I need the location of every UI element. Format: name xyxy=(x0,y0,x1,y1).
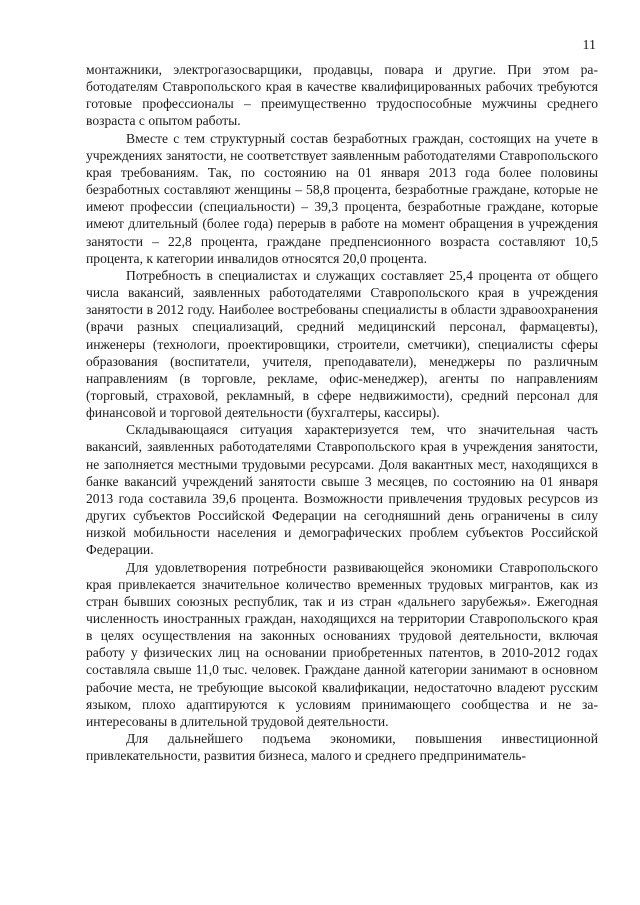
page-number: 11 xyxy=(582,38,596,53)
document-body xyxy=(86,61,598,764)
paragraph-unemployed-structure: Вместе с тем структурный состав безработных граждан, состоящих на учете в учреждениях занятости, не соответствует заявленным работодателями Ставропольского края требованиям. Так, по состоянию на 01 января 2013 года более половины безработных составляют женщины – 58,8 процента, безработные граждане, которые не имеют профессии (специальности) – 39,3 процента, безработные граждане, которые имеют длительный (более года) перерыв в работе на момент обращения в учреждения занятости – 22,8 процента, граждане предпенсионного возраста составляют 10,5 процента, к категории инвалидов относятся 20,0 процента. xyxy=(86,130,598,266)
paragraph-specialists-demand: Потребность в специалистах и служащих составляет 25,4 процента от общего числа вакансий, заявленных работодателями Ставропольского края в учреждения занятости в 2012 году. Наиболее востребованы специалисты в области здравоохранения (врачи разных специализаций, средний медицинский персонал, фармацевты), инженеры (технологи, проектировщики, строители, сметчики), специалисты сферы образования (воспитатели, учителя, преподаватели), менеджеры по различным направлениям (в торговле, рекламе, офис-менеджер), агенты по направлениям (торговый, страховой, рекламный, в сфере недвижимости), средний персонал для финансовой и торговой деятельности (бухгалтеры, кассиры). xyxy=(86,267,598,421)
paragraph-continuation: монтажники, электрогазосварщики, продавцы, повара и другие. При этом работодателям Ставропольского края в качестве квалифицированных рабочих требуются готовые профессионалы – преимущественно трудоспособные мужчины среднего возраста с опытом работы. xyxy=(86,62,598,129)
paragraph-labor-migrants: Для удовлетворения потребности развивающейся экономики Ставропольского края привлекается значительное количество временных трудовых мигрантов, как из стран бывших союзных республик, так и из стран «дальнего зарубежья». Ежегодная численность иностранных граждан, находящихся на территории Ставропольского края в целях осуществления на законных основаниях трудовой деятельности, включая работу у физических лиц на основании приобретенных патентов, в 2010-2012 годах составляла свыше 11,0 тыс. человек. Граждане данной категории занимают в основном рабочие места, не требующие высокой квалификации, недостаточно владеют русским языком, плохо адаптируются к условиям принимающего сообщества и не заинтересованы в длительной трудовой деятельности. xyxy=(86,559,598,729)
paragraph-vacancies-situation: Складывающаяся ситуация характеризуется тем, что значительная часть вакансий, заявленных работодателями Ставропольского края в учреждения занятости, не заполняется местными трудовыми ресурсами. Доля вакантных мест, находящихся в банке вакансий учреждений занятости свыше 3 месяцев, по состоянию на 01 января 2013 года составила 39,6 процента. Возможности привлечения трудовых ресурсов из других субъектов Российской Федерации на сегодняшний день ограничены в силу низкой мобильности населения и демографических проблем субъектов Российской Федерации. xyxy=(86,422,598,558)
paragraph-economy-growth: Для дальнейшего подъема экономики, повышения инвестиционной привлекательности, развития бизнеса, малого и среднего предприниматель- xyxy=(86,731,598,764)
